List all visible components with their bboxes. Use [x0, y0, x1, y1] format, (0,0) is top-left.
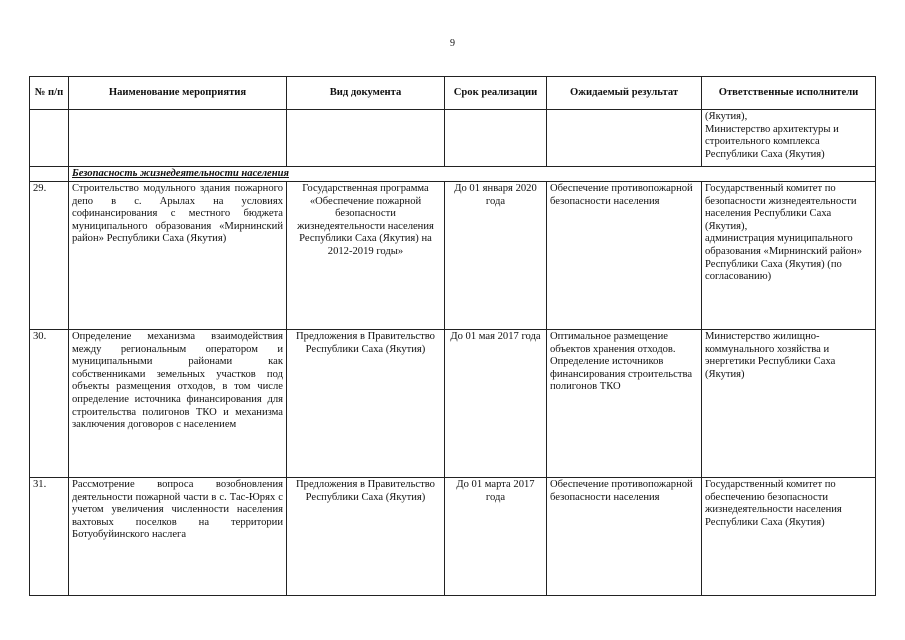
cell-term: До 01 марта 2017 года: [445, 478, 547, 596]
header-term: Срок реализации: [445, 77, 547, 110]
table-row: [30, 182, 876, 330]
cell-activity-name: [69, 110, 287, 167]
table-row-continuation: [30, 110, 876, 167]
cell-term: До 01 января 2020 года: [445, 182, 547, 330]
header-document-type: Вид документа: [287, 77, 445, 110]
cell-number: 30.: [30, 330, 69, 478]
cell-expected-result: Обеспечение противопожарной безопасности населения: [547, 478, 702, 596]
cell-activity-name: Определение механизма взаимодействия между региональным оператором и муниципальными районами как собственниками земельных участков под объекты размещения отходов, в том числе определение источника финансирования для строительства полигонов ТКО и механизма заключения договоров с населением: [69, 330, 287, 478]
table-row: [30, 478, 876, 596]
cell-document-type: Предложения в Правительство Республики Саха (Якутия): [287, 478, 445, 596]
cell-activity-name: Рассмотрение вопроса возобновления деятельности пожарной части в с. Тас-Юрях с учетом увеличения численности населения вахтовых поселков на территории Ботуобуйинского наслега: [69, 478, 287, 596]
cell-executors: Государственный комитет по обеспечению безопасности жизнедеятельности населения Республики Саха (Якутия): [702, 478, 876, 596]
page-number: 9: [450, 38, 455, 49]
activities-table: [29, 76, 876, 596]
cell-expected-result: Обеспечение противопожарной безопасности населения: [547, 182, 702, 330]
cell-number: [30, 110, 69, 167]
cell-document-type: Государственная программа «Обеспечение пожарной безопасности жизнедеятельности населения Республики Саха (Якутия) на 2012-2019 годы»: [287, 182, 445, 330]
cell-executors: Министерство жилищно-коммунального хозяйства и энергетики Республики Саха (Якутия): [702, 330, 876, 478]
cell-activity-name: Строительство модульного здания пожарного депо в с. Арылах на условиях софинансирования с местного бюджета муниципального образования «Мирнинский район» Республики Саха (Якутия): [69, 182, 287, 330]
cell-executors: Государственный комитет по безопасности жизнедеятельности населения Республики Саха (Якутия), администрация муниципального образования «Мирнинский район» Республики Саха (Якутия) (по согласованию): [702, 182, 876, 330]
header-number: № п/п: [30, 77, 69, 110]
table-row: [30, 330, 876, 478]
section-empty-cell: [30, 167, 69, 182]
cell-document-type: Предложения в Правительство Республики Саха (Якутия): [287, 330, 445, 478]
header-activity-name: Наименование мероприятия: [69, 77, 287, 110]
header-expected-result: Ожидаемый результат: [547, 77, 702, 110]
cell-term: [445, 110, 547, 167]
cell-term: До 01 мая 2017 года: [445, 330, 547, 478]
section-title: Безопасность жизнедеятельности населения: [69, 167, 876, 182]
cell-executors: (Якутия), Министерство архитектуры и строительного комплекса Республики Саха (Якутия): [702, 110, 876, 167]
section-row: [30, 167, 876, 182]
cell-number: 31.: [30, 478, 69, 596]
cell-expected-result: [547, 110, 702, 167]
cell-number: 29.: [30, 182, 69, 330]
cell-document-type: [287, 110, 445, 167]
cell-expected-result: Оптимальное размещение объектов хранения отходов. Определение источников финансирования строительства полигонов ТКО: [547, 330, 702, 478]
table-header-row: [30, 77, 876, 110]
header-executors: Ответственные исполнители: [702, 77, 876, 110]
